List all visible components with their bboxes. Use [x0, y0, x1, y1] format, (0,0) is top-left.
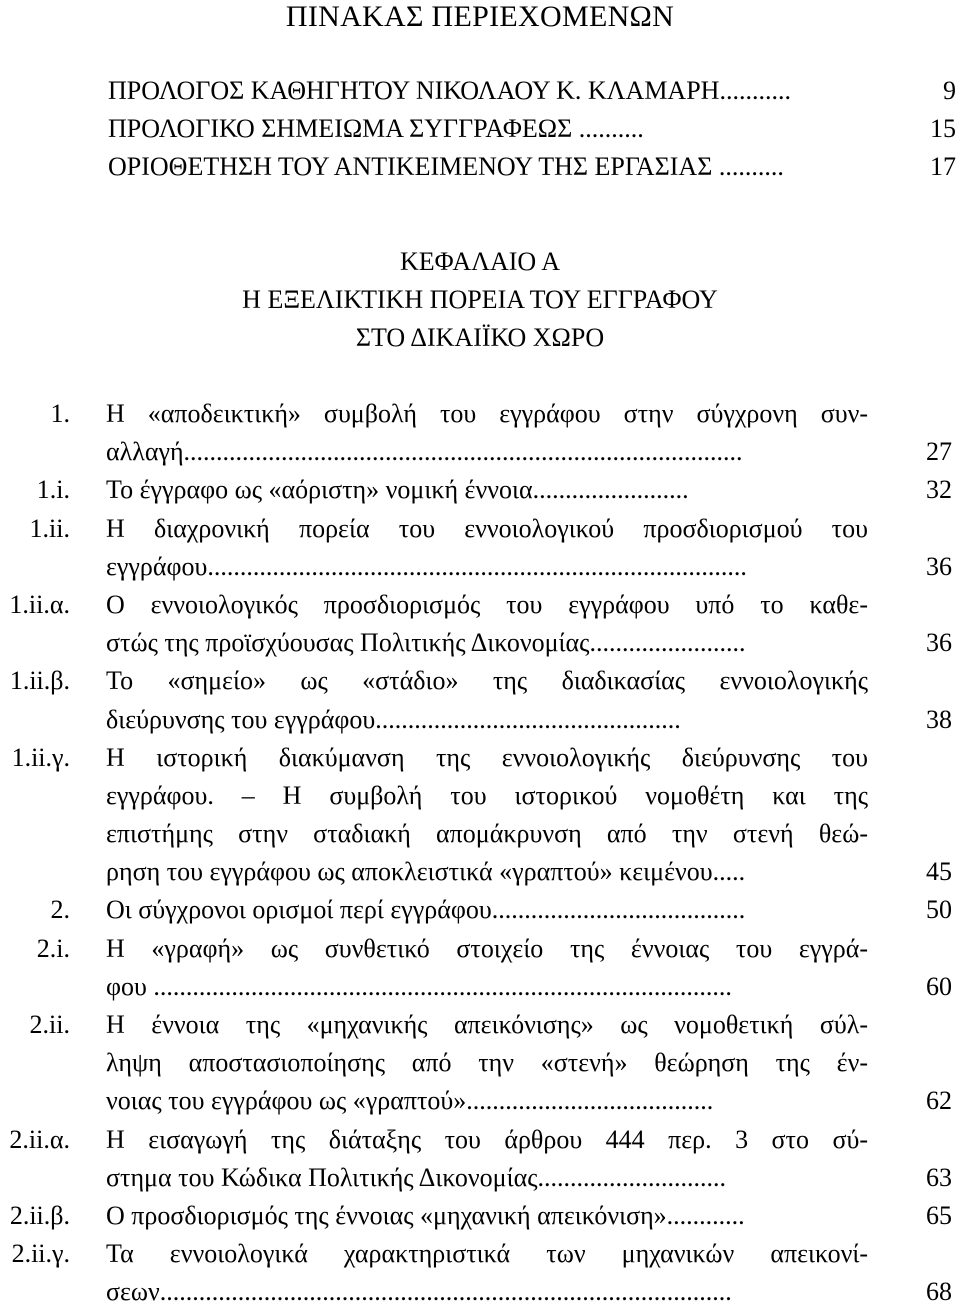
toc-entry-title	[106, 1006, 868, 1121]
toc-entry-page: 45	[926, 857, 952, 887]
toc-row-text: ΠΡΟΛΟΓΙΚΟ ΣΗΜΕΙΩΜΑ ΣΥΓΓΡΑΦΕΩΣ ..........	[108, 114, 644, 143]
toc-entry-number: 1.ii.	[29, 513, 70, 543]
toc-row	[108, 110, 956, 148]
toc-entry-page: 62	[926, 1086, 952, 1116]
toc-entry-title	[106, 586, 868, 662]
toc-entry-line: Η ιστορική διακύμανση της εννοιολογικής διεύρυνσης του	[106, 742, 868, 772]
toc-entry-number: 1.ii.β.	[9, 666, 70, 696]
toc-entry-line: Η εισαγωγή της διάταξης του άρθρου 444 περ. 3 στο σύ-	[106, 1124, 868, 1154]
toc-row-text: ΟΡΙΟΘΕΤΗΣΗ ΤΟΥ ΑΝΤΙΚΕΙΜΕΝΟΥ ΤΗΣ ΕΡΓΑΣΙΑΣ ..........	[108, 152, 784, 181]
toc-row-text: ΠΡΟΛΟΓΟΣ ΚΑΘΗΓΗΤΟΥ ΝΙΚΟΛΑΟΥ Κ. ΚΛΑΜΑΡΗ...........	[108, 76, 791, 105]
toc-entry-title	[106, 1235, 868, 1311]
toc-entry-number: 1.	[50, 399, 70, 428]
toc-entry	[0, 930, 960, 1006]
toc-entry	[0, 1121, 960, 1197]
toc-row-page: 15	[930, 114, 956, 143]
toc-entry	[0, 510, 960, 586]
toc-entry-number: 2.ii.α.	[9, 1124, 70, 1154]
toc-entry-number: 2.i.	[36, 933, 70, 963]
toc-entry-line: Το «σημείο» ως «στάδιο» της διαδικασίας εννοιολογικής	[106, 666, 868, 696]
toc-entry-line: Ο προσδιορισμός της έννοιας «μηχανική απεικόνιση»............	[106, 1200, 745, 1230]
toc-entry-title	[106, 395, 868, 471]
toc-entry-line: νοιας του εγγράφου ως «γραπτού»......................................	[106, 1086, 714, 1116]
chapter-title-line: Η ΕΞΕΛΙΚΤΙΚΗ ΠΟΡΕΙΑ ΤΟΥ ΕΓΓΡΑΦΟΥ	[242, 285, 718, 314]
toc-entry-page: 50	[926, 895, 952, 925]
toc-row	[108, 148, 956, 186]
toc-entry-title	[106, 930, 868, 1006]
toc-entry-title	[106, 471, 868, 509]
toc-entry-line: διεύρυνσης του εγγράφου...............................................	[106, 704, 681, 734]
toc-entry	[0, 739, 960, 892]
toc-entry-line: αλλαγή......................................................................................	[106, 437, 743, 467]
toc-entry-page: 63	[926, 1162, 952, 1192]
toc-entry-number: 1.ii.γ.	[11, 742, 70, 772]
toc-entry-line: Η «γραφή» ως συνθετικό στοιχείο της έννοιας του εγγρά-	[106, 933, 868, 963]
chapter-heading	[0, 243, 960, 357]
toc-entry-line: στημα του Κώδικα Πολιτικής Δικονομίας.............................	[106, 1162, 727, 1192]
toc-entry-title	[106, 662, 868, 738]
toc-entry-number: 1.ii.α.	[9, 589, 70, 619]
toc-entry-page: 38	[926, 704, 952, 734]
page-title: ΠΙΝΑΚΑΣ ΠΕΡΙΕΧΟΜΕΝΩΝ	[285, 0, 675, 33]
toc-entry-page: 60	[926, 971, 952, 1001]
toc-entry-line: Το έγγραφο ως «αόριστη» νομική έννοια........................	[106, 475, 689, 505]
toc-entry-number: 2.ii.	[29, 1010, 70, 1040]
toc-row	[108, 72, 956, 110]
toc-entry-line: Η διαχρονική πορεία του εννοιολογικού προσδιορισμού του	[106, 513, 868, 543]
toc-entry-title	[106, 739, 868, 892]
toc-entry-line: στώς της προϊσχύουσας Πολιτικής Δικονομίας........................	[106, 628, 746, 658]
toc-entry	[0, 1006, 960, 1121]
toc-entry-page: 27	[926, 437, 952, 467]
toc-entry-number: 2.ii.γ.	[11, 1239, 70, 1269]
toc-entry-number: 2.ii.β.	[9, 1200, 70, 1230]
toc-entry-page: 65	[926, 1200, 952, 1230]
toc-entry-line: εγγράφου. – Η συμβολή του ιστορικού νομοθέτη και της	[106, 780, 868, 810]
toc-row-page: 17	[930, 152, 956, 181]
toc-entry-line: επιστήμης στην σταδιακή απομάκρυνση από την στενή θεώ-	[106, 819, 868, 849]
toc-row-page: 9	[943, 76, 956, 105]
toc-entry-page: 36	[926, 628, 952, 658]
toc-entry-title	[106, 1121, 868, 1197]
toc-entry-line: ρηση του εγγράφου ως αποκλειστικά «γραπτού» κειμένου.....	[106, 857, 746, 887]
chapter-label: ΚΕΦΑΛΑΙΟ Α	[399, 247, 561, 276]
toc-entry	[0, 1235, 960, 1311]
toc-entry-title	[106, 891, 868, 929]
toc-entry-line: φου .........................................................................................	[106, 971, 732, 1001]
toc-entry-line: Οι σύγχρονοι ορισμοί περί εγγράφου.......................................	[106, 895, 746, 925]
toc-entry-line: σεων........................................................................................	[106, 1277, 732, 1307]
toc-entries	[0, 395, 960, 1312]
toc-entry	[0, 395, 960, 471]
chapter-title-line: ΣΤΟ ΔΙΚΑΙΪΚΟ ΧΩΡΟ	[355, 323, 605, 352]
toc-entry-page: 68	[926, 1277, 952, 1307]
toc-entry	[0, 586, 960, 662]
toc-entry-line: εγγράφου...................................................................................	[106, 551, 747, 581]
toc-entry-page: 36	[926, 551, 952, 581]
toc-entry-line: Η έννοια της «μηχανικής απεικόνισης» ως νομοθετική σύλ-	[106, 1010, 868, 1040]
toc-entry	[0, 891, 960, 929]
toc-entry-line: Ο εννοιολογικός προσδιορισμός του εγγράφου υπό το καθε-	[106, 589, 868, 619]
toc-entry	[0, 662, 960, 738]
toc-entry	[0, 1197, 960, 1235]
toc-entry-line: Τα εννοιολογικά χαρακτηριστικά των μηχανικών απεικονί-	[106, 1239, 868, 1269]
toc-entry	[0, 471, 960, 509]
toc-entry-page: 32	[926, 475, 952, 505]
toc-entry-title	[106, 510, 868, 586]
toc-entry-line: Η «αποδεικτική» συμβολή του εγγράφου στην σύγχρονη συν-	[106, 399, 868, 428]
toc-entry-line: ληψη αποστασιοποίησης από την «στενή» θεώρηση της έν-	[106, 1048, 868, 1078]
toc-entry-number: 2.	[50, 895, 70, 925]
toc-entry-number: 1.i.	[36, 475, 70, 505]
front-matter-list	[108, 72, 956, 186]
toc-entry-title	[106, 1197, 868, 1235]
